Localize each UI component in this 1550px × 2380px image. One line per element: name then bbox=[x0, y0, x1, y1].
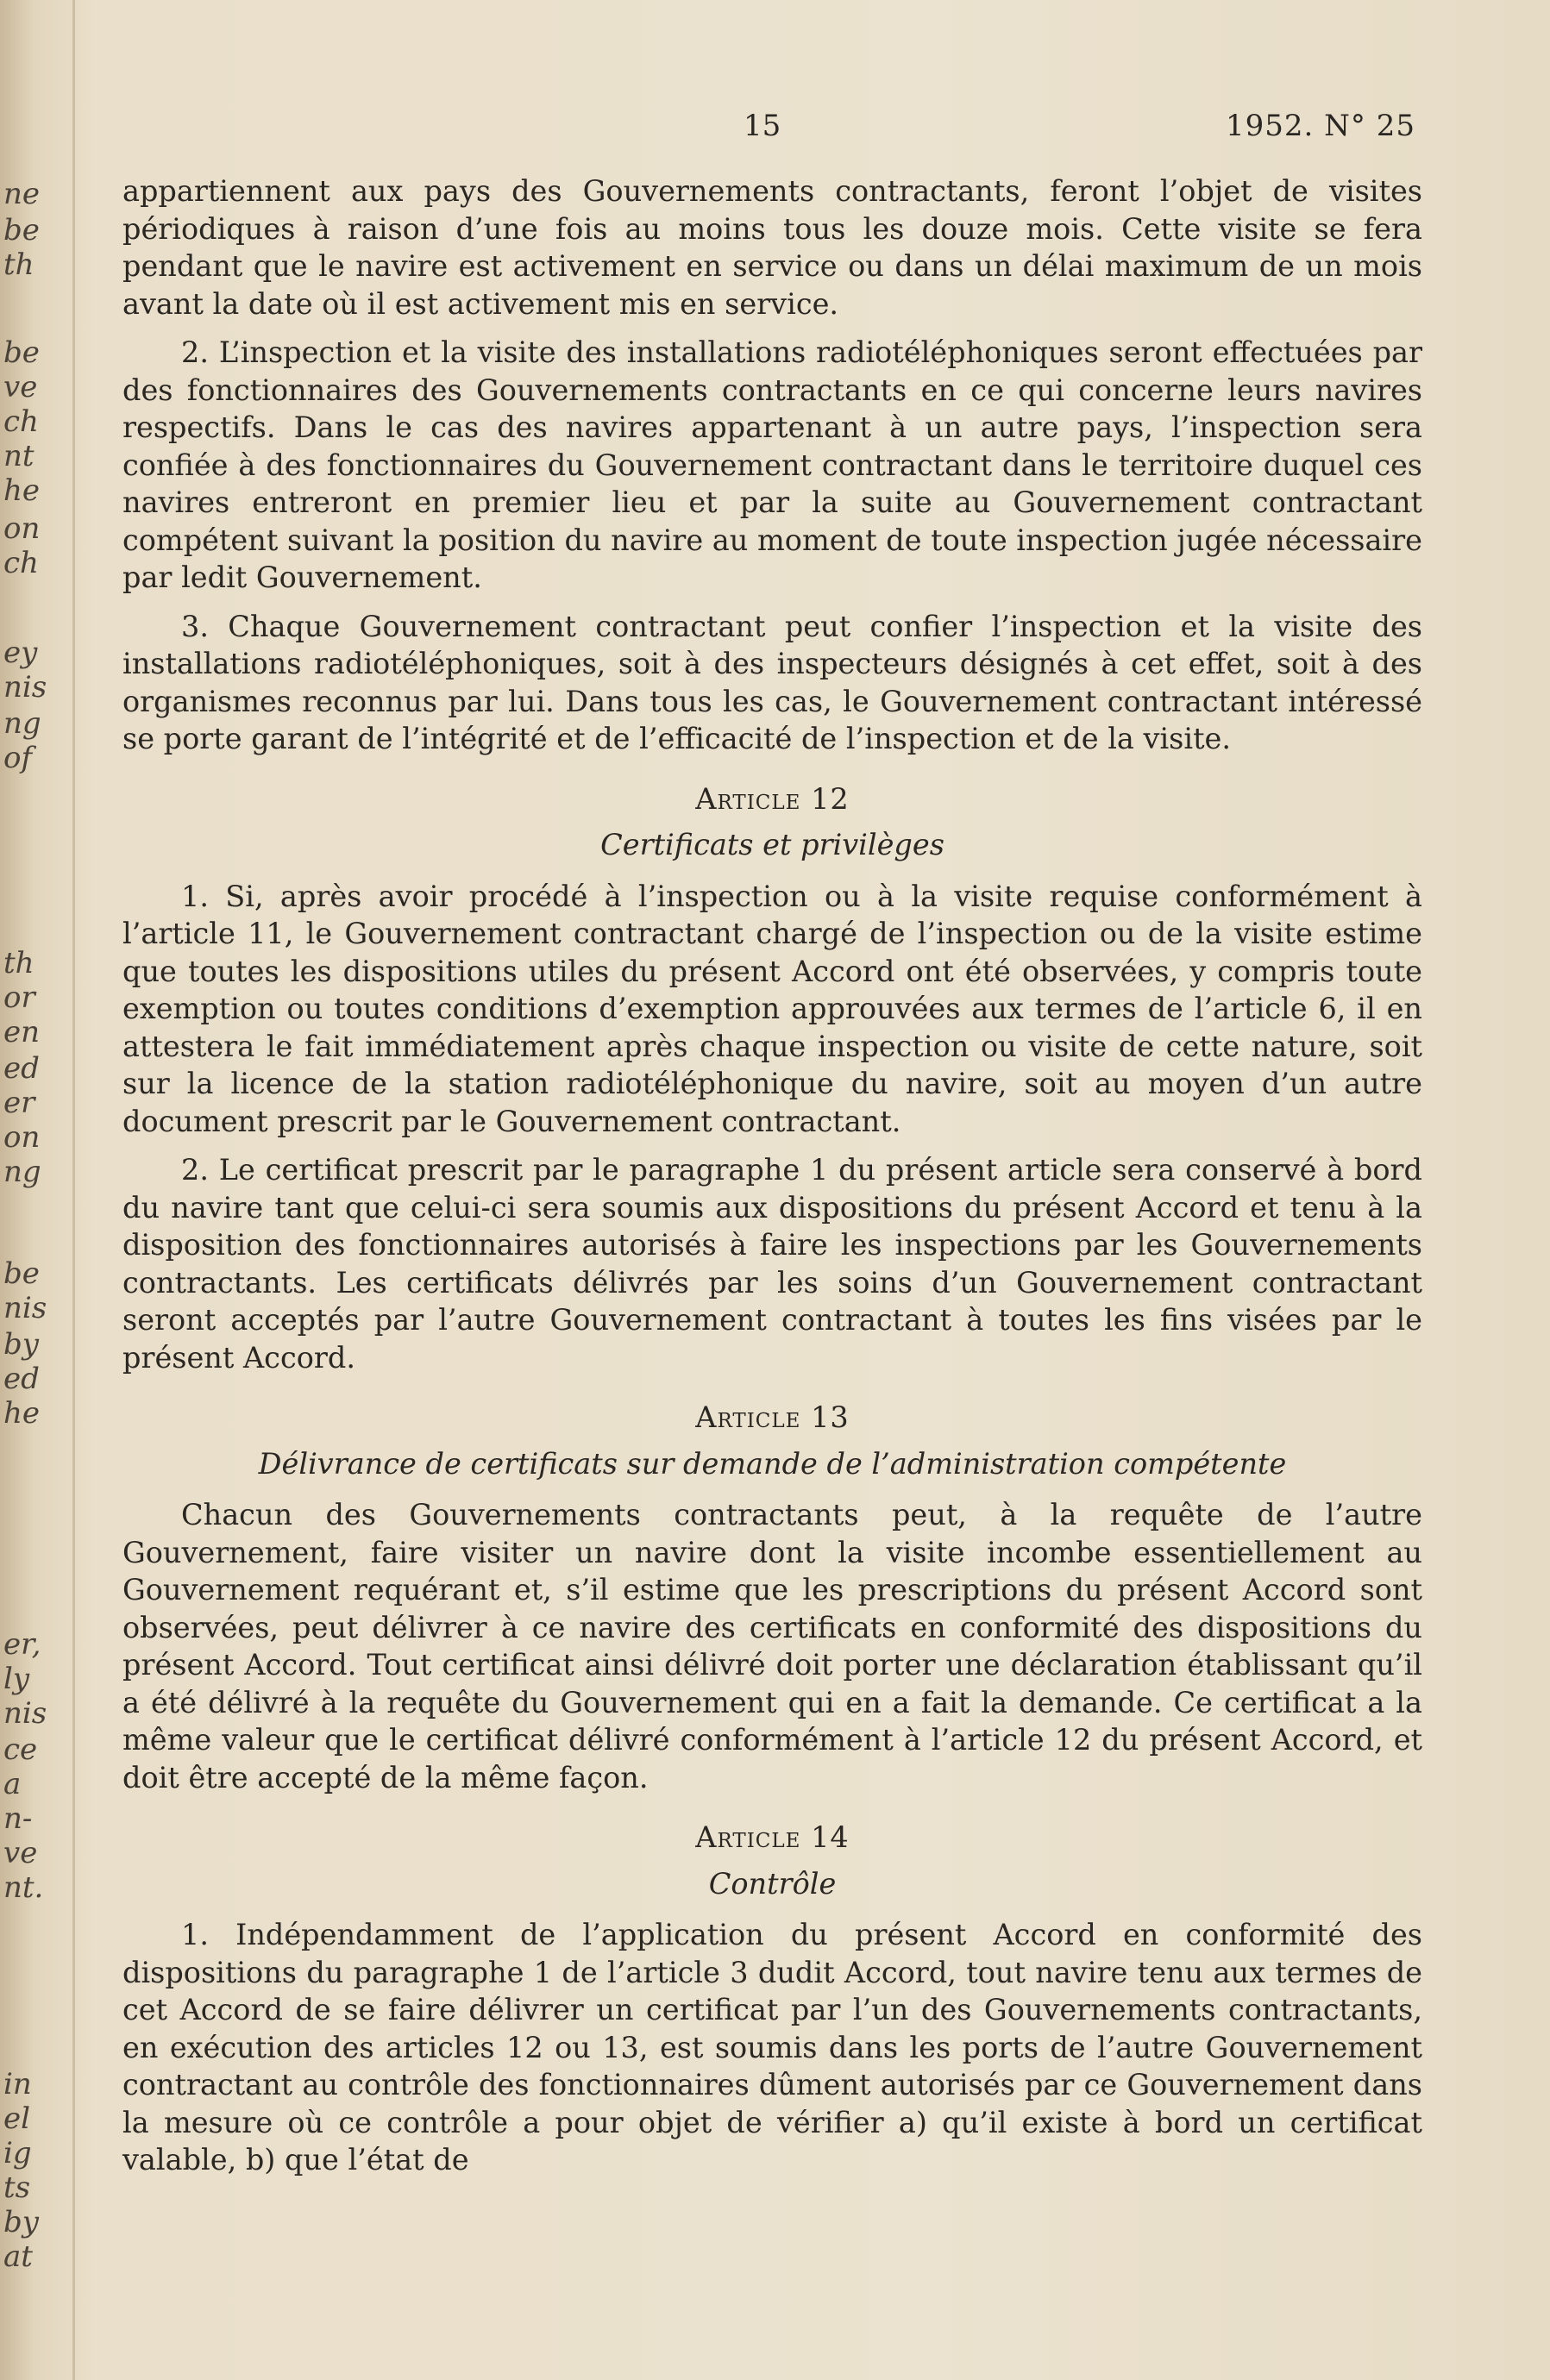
article-14-paragraph-1: 1. Indépendamment de l’application du présent Accord en conformité des dispositions du paragraphe 1 de l’article 3 dudit Accord, tout navire tenu aux termes de cet Accord de se faire délivrer un certificat par l’un des Gouvernements contractants, en exécution des articles 12 ou 13, est soumis dans les ports de l’autre Gouvernement contractant au contrôle des fonctionnaires dûment autorisés par ce Gouvernement dans la mesure où ce contrôle a pour objet de vérifier a) qu’il existe à bord un certificat valable, b) que l’état de bbox=[122, 1918, 1422, 2176]
margin-fragment: nis bbox=[3, 670, 47, 705]
document-reference: 1952. N° 25 bbox=[1226, 109, 1415, 143]
article-14-heading: Article 14 bbox=[695, 1820, 850, 1854]
margin-fragment: ng bbox=[3, 706, 41, 741]
margin-fragment: be bbox=[3, 335, 40, 370]
margin-fragment: nis bbox=[3, 1291, 47, 1325]
article-14-subtitle: Contrôle bbox=[708, 1866, 837, 1901]
margin-fragment: el bbox=[3, 2101, 30, 2136]
article-12-subtitle: Certificats et privilèges bbox=[600, 828, 944, 861]
margin-fragment: ve bbox=[3, 1836, 38, 1870]
page-body bbox=[122, 172, 1422, 2190]
margin-fragment: or bbox=[3, 980, 35, 1015]
article-12-paragraph-1: 1. Si, après avoir procédé à l’inspection ou à la visite requise conformément à l’article 11, le Gouvernement contractant chargé de l’inspection ou de la visite estime que toutes les dispositions utiles du présent Accord ont été observées, y compris toute exemption ou toutes conditions d’exemption approuvées aux termes de l’article 6, il en attestera le fait immédiatement après chaque inspection ou visite de cette nature, soit sur la licence de la station radiotéléphonique du navire, soit au moyen d’un autre document prescrit par le Gouvernement contractant. bbox=[122, 879, 1422, 1138]
margin-fragment: on bbox=[3, 1120, 41, 1155]
margin-fragment: th bbox=[3, 247, 35, 282]
margin-fragment: a bbox=[3, 1767, 22, 1801]
margin-fragment: he bbox=[3, 1396, 41, 1431]
page-number: 15 bbox=[744, 109, 781, 143]
article-13-paragraph-1: Chacun des Gouvernements contractants peut, à la requête de l’autre Gouvernement, faire visiter un navire dont la visite incombe essentiellement au Gouvernement requérant et, s’il estime que les prescriptions du présent Accord sont observées, peut délivrer à ce navire des certificats en conformité des dispositions du présent Accord. Tout certificat ainsi délivré doit porter une déclaration établissant qu’il a été délivré à la requête du Gouvernement qui en a fait la demande. Ce certificat a la même valeur que le certificat délivré conformément à l’article 12 du présent Accord, et doit être accepté de la même façon. bbox=[122, 1498, 1422, 1794]
margin-fragment: by bbox=[3, 2205, 39, 2239]
margin-fragment: ce bbox=[3, 1732, 38, 1767]
binding-gutter bbox=[72, 0, 75, 2380]
margin-fragment: ig bbox=[3, 2136, 32, 2170]
margin-fragment: er bbox=[3, 1086, 35, 1120]
paragraph-continued: appartiennent aux pays des Gouvernements contractants, feront l’objet de visites périodiques à raison d’une fois au moins tous les douze mois. Cette visite se fera pendant que le navire est activement en service ou dans un délai maximum de un mois avant la date où il est activement mis en service. bbox=[122, 174, 1422, 321]
margin-fragment: be bbox=[3, 213, 40, 247]
article-13-subtitle: Délivrance de certificats sur demande de l’administration compétente bbox=[258, 1446, 1287, 1481]
article-13-heading: Article 13 bbox=[695, 1400, 850, 1434]
margin-fragment: he bbox=[3, 473, 41, 508]
paragraph-2: 2. L’inspection et la visite des installations radiotéléphoniques seront effectuées par des fonctionnaires des Gouvernements contractants en ce qui concerne leurs navires respectifs. Dans le cas des navires appartenant à un autre pays, l’inspection sera confiée à des fonctionnaires du Gouvernement contractant dans le territoire duquel ces navires entreront en premier lieu et par la suite au Gouvernement contractant compétent suivant la position du navire au moment de toute inspection jugée nécessaire par ledit Gouvernement. bbox=[122, 335, 1422, 594]
margin-fragment: en bbox=[3, 1015, 41, 1049]
margin-fragment: ne bbox=[3, 177, 41, 211]
margin-fragment: nt bbox=[3, 439, 35, 473]
margin-fragment: ng bbox=[3, 1155, 41, 1189]
margin-fragment: er, bbox=[3, 1627, 41, 1662]
margin-fragment: ed bbox=[3, 1362, 40, 1396]
margin-fragment: n- bbox=[3, 1801, 33, 1836]
margin-fragment: ve bbox=[3, 370, 38, 404]
margin-fragment: nis bbox=[3, 1696, 47, 1731]
margin-fragment: ch bbox=[3, 404, 39, 439]
margin-fragment: ch bbox=[3, 546, 39, 580]
margin-fragment: ts bbox=[3, 2170, 31, 2205]
running-header bbox=[0, 109, 1550, 152]
margin-fragment: at bbox=[3, 2239, 33, 2274]
margin-fragment: on bbox=[3, 511, 41, 546]
paragraph-3: 3. Chaque Gouvernement contractant peut confier l’inspection et la visite des installations radiotéléphoniques, soit à des inspecteurs désignés à cet effet, soit à des organismes reconnus par lui. Dans tous les cas, le Gouvernement contractant intéressé se porte garant de l’intégrité et de l’efficacité de l’inspection et de la visite. bbox=[122, 609, 1422, 755]
margin-fragment: th bbox=[3, 946, 35, 980]
margin-fragment: be bbox=[3, 1256, 40, 1291]
article-12-heading: Article 12 bbox=[695, 781, 850, 816]
margin-fragment: ey bbox=[3, 636, 38, 670]
margin-fragment: in bbox=[3, 2067, 32, 2101]
margin-fragment: by bbox=[3, 1327, 39, 1362]
article-12-paragraph-2: 2. Le certificat prescrit par le paragraphe 1 du présent article sera conservé à bord du navire tant que celui-ci sera soumis aux dispositions du présent Accord et tenu à la disposition des fonctionnaires autorisés à faire les inspections par les Gouvernements contractants. Les certificats délivrés par les soins d’un Gouvernement contractant seront acceptés par l’autre Gouvernement contractant à toutes les fins visées par le présent Accord. bbox=[122, 1153, 1422, 1375]
margin-fragment: nt. bbox=[3, 1870, 44, 1905]
margin-fragment: ed bbox=[3, 1051, 40, 1086]
margin-fragment: ly bbox=[3, 1662, 30, 1696]
margin-fragment: of bbox=[3, 741, 33, 775]
